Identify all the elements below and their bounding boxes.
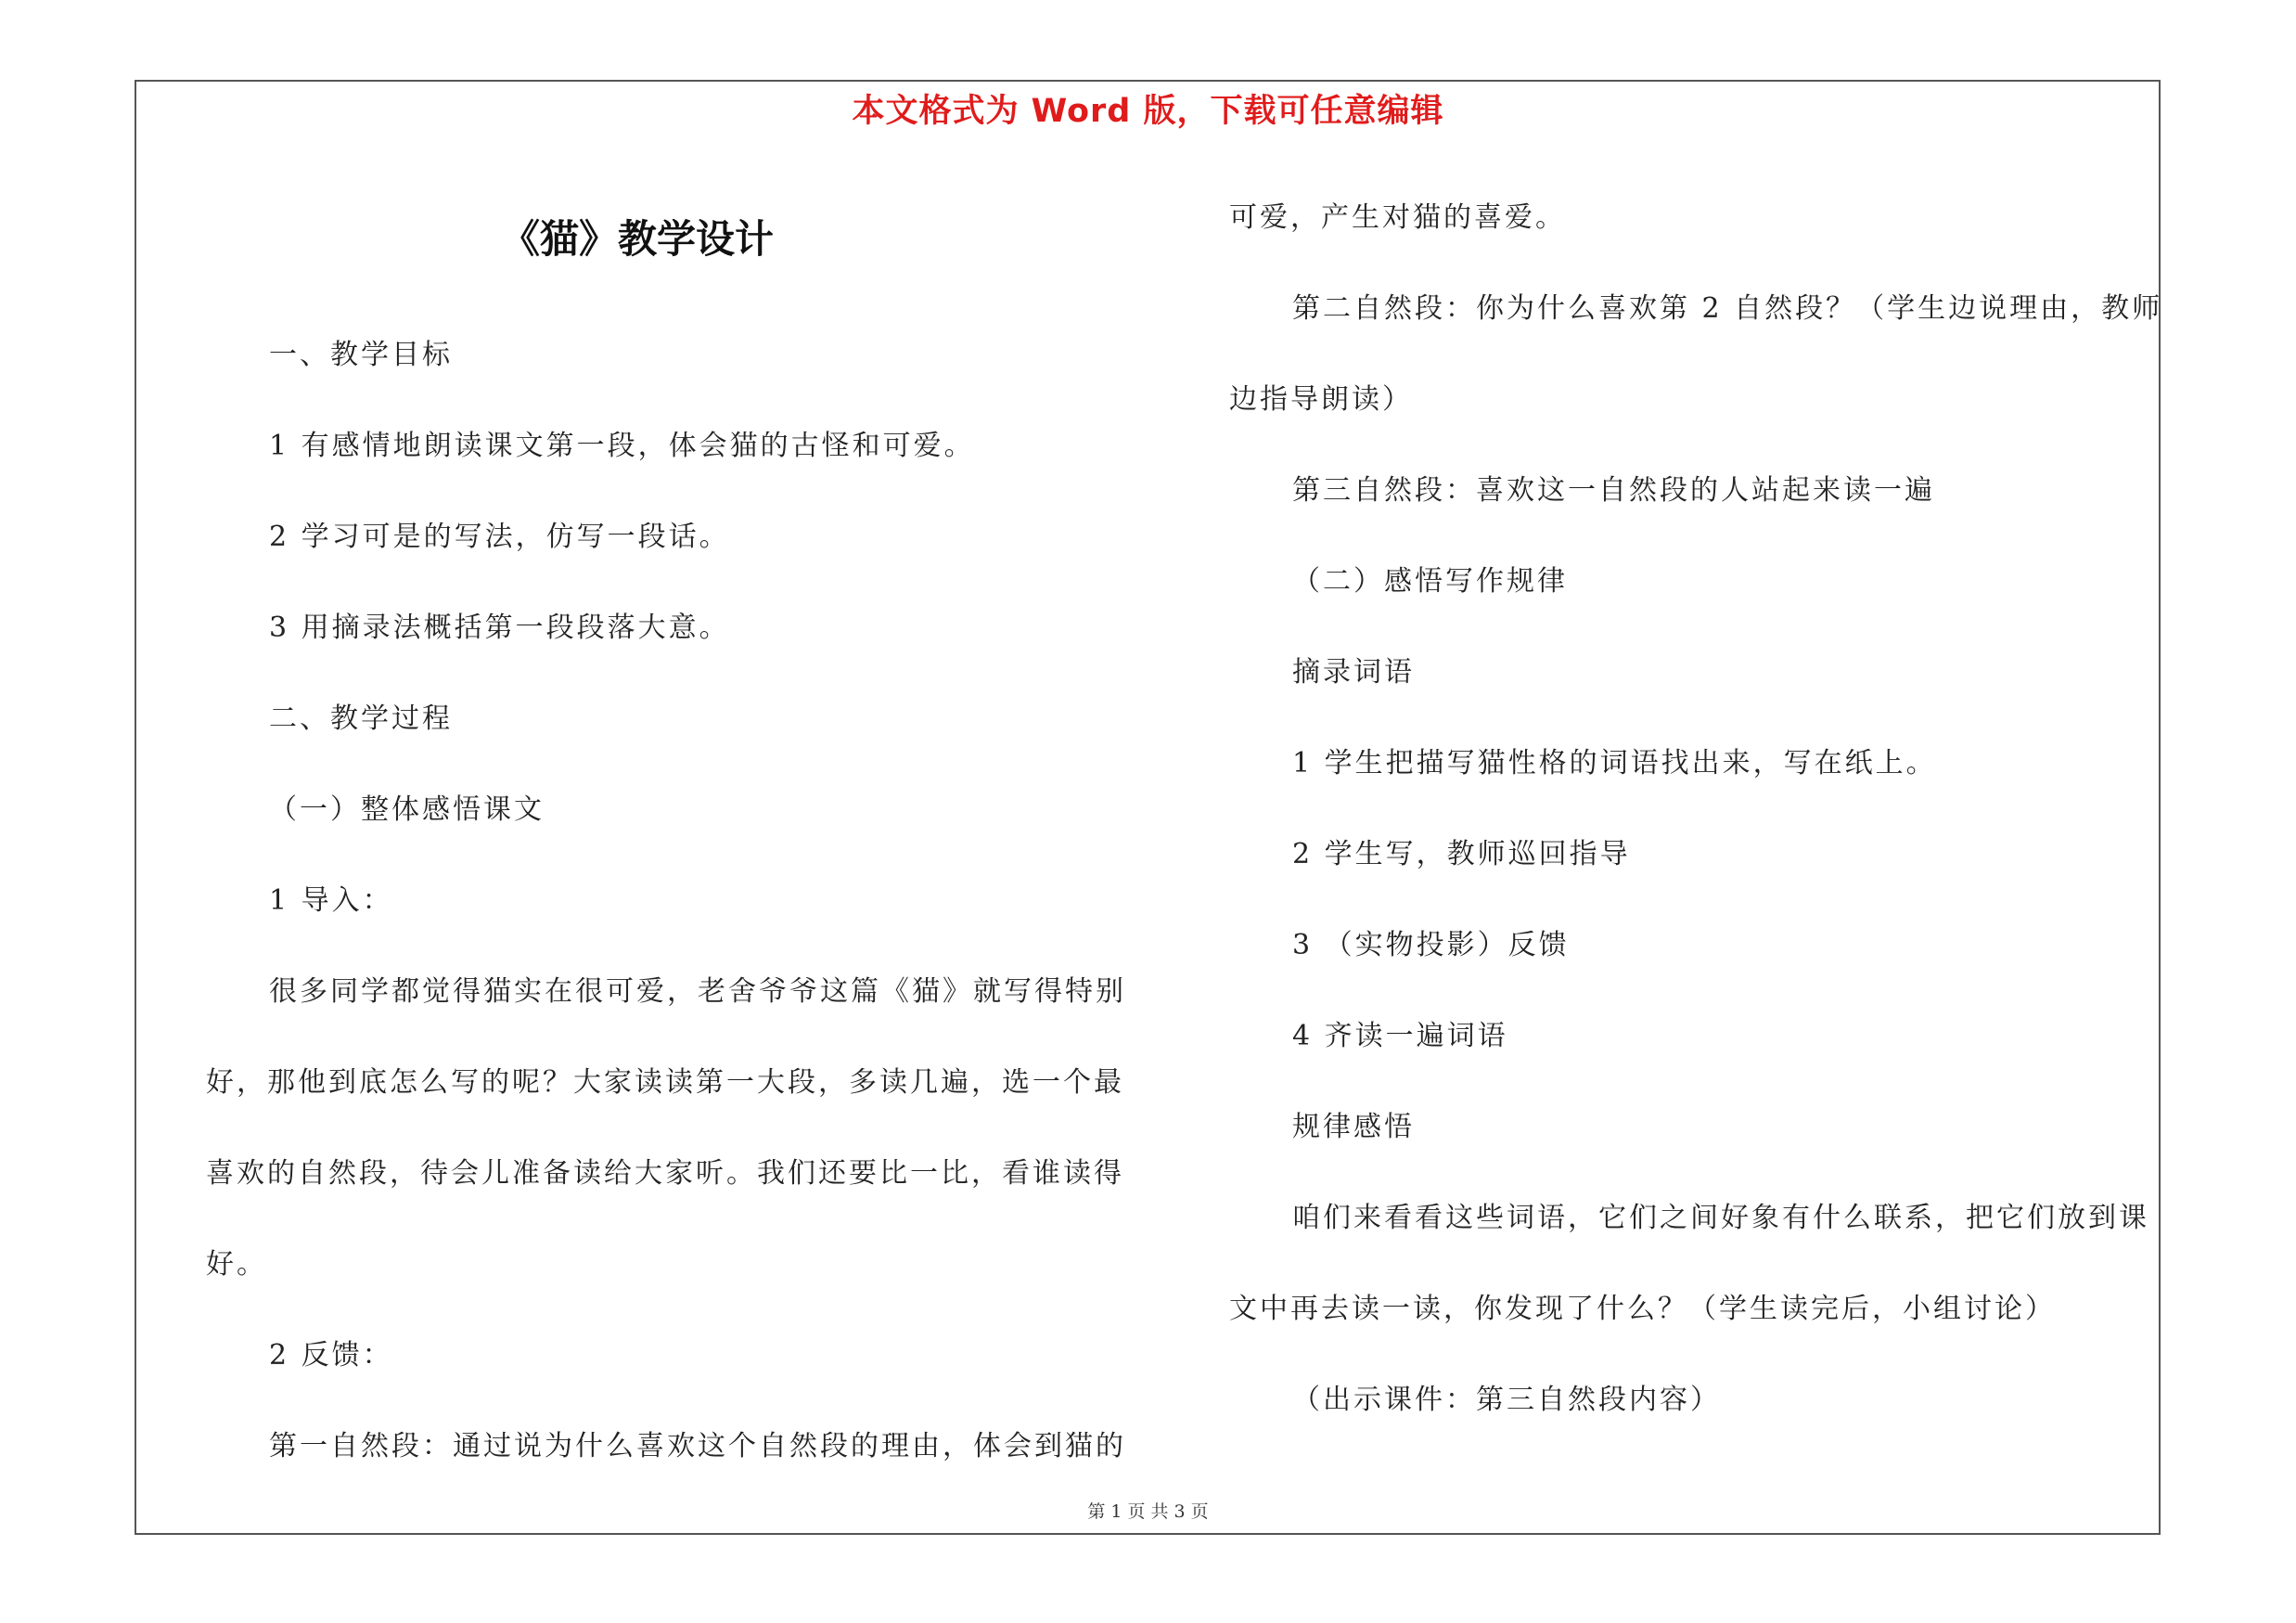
left-line: 3 用摘录法概括第一段段落大意。: [269, 612, 730, 644]
right-line: （二）感悟写作规律: [1292, 565, 1568, 598]
right-line: 摘录词语: [1292, 656, 1415, 689]
right-line: （出示课件：第三自然段内容）: [1292, 1384, 1721, 1416]
left-line: 第一自然段：通过说为什么喜欢这个自然段的理由，体会到猫的: [269, 1430, 1126, 1462]
right-line: 1 学生把描写猫性格的词语找出来，写在纸上。: [1292, 747, 1937, 779]
left-line: 2 反馈：: [269, 1339, 393, 1372]
left-line: 好，那他到底怎么写的呢？大家读读第一大段，多读几遍，选一个最: [206, 1066, 1124, 1099]
right-line: 4 齐读一遍词语: [1292, 1020, 1508, 1052]
left-line: 二、教学过程: [269, 702, 453, 735]
left-line: 一、教学目标: [269, 339, 453, 371]
right-line: 文中再去读一读，你发现了什么？（学生读完后，小组讨论）: [1229, 1293, 2056, 1325]
right-line: 3 （实物投影）反馈: [1292, 929, 1570, 961]
word-format-banner: 本文格式为 Word 版，下载可任意编辑: [852, 93, 1444, 130]
left-line: 1 导入：: [269, 884, 393, 917]
left-line: 很多同学都觉得猫实在很可爱，老舍爷爷这篇《猫》就写得特别: [269, 975, 1126, 1008]
right-line: 第二自然段：你为什么喜欢第 2 自然段？（学生边说理由，教师: [1292, 292, 2163, 325]
left-line: （一）整体感悟课文: [269, 793, 545, 826]
left-line: 2 学习可是的写法，仿写一段话。: [269, 521, 730, 553]
page-number: 第 1 页 共 3 页: [1087, 1501, 1209, 1522]
right-line: 第三自然段：喜欢这一自然段的人站起来读一遍: [1292, 474, 1935, 507]
right-line: 咱们来看看这些词语，它们之间好象有什么联系，把它们放到课: [1292, 1202, 2149, 1234]
left-line: 1 有感情地朗读课文第一段，体会猫的古怪和可爱。: [269, 430, 975, 462]
right-line: 可爱，产生对猫的喜爱。: [1229, 201, 1566, 234]
left-line: 好。: [206, 1248, 267, 1281]
right-line: 边指导朗读）: [1229, 383, 1413, 416]
right-line: 2 学生写，教师巡回指导: [1292, 838, 1631, 870]
right-line: 规律感悟: [1292, 1111, 1415, 1143]
left-line: 喜欢的自然段，待会儿准备读给大家听。我们还要比一比，看谁读得: [206, 1157, 1124, 1190]
document-title: 《猫》教学设计: [501, 216, 775, 262]
